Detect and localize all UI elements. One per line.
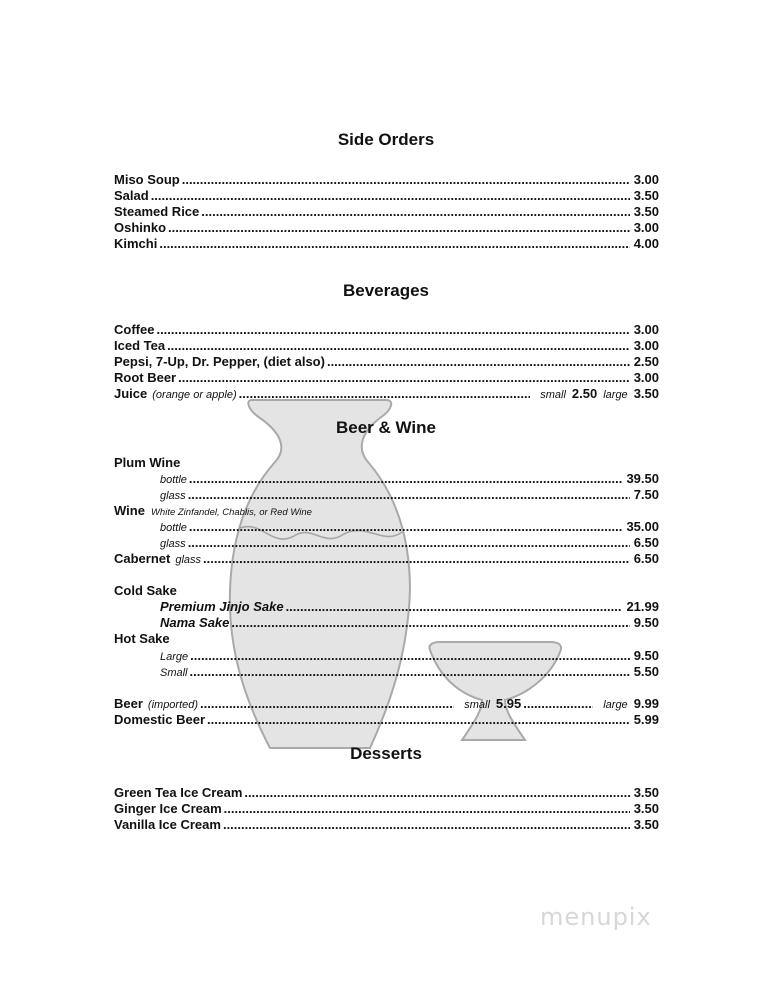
size-label-small: small	[540, 389, 566, 401]
item-price: 3.50	[633, 817, 659, 832]
menu-item-miso-soup	[114, 172, 659, 188]
wine-name: Wine	[114, 503, 145, 518]
item-price-small: 2.50	[571, 386, 598, 401]
item-price: 35.00	[626, 519, 659, 534]
item-price: 9.50	[633, 615, 659, 630]
item-name: Steamed Rice	[114, 204, 200, 219]
item-note: glass	[175, 554, 202, 566]
beverages-heading: Beverages	[342, 281, 429, 300]
item-name: Oshinko	[114, 220, 167, 235]
item-price: 21.99	[626, 599, 659, 614]
item-name: Premium Jinjo Sake	[160, 599, 284, 614]
menu-item-juice	[114, 386, 659, 402]
item-price: 2.50	[633, 354, 659, 369]
menu-item-domestic-beer	[114, 712, 659, 728]
menu-item-sodas	[114, 354, 659, 370]
watermark-logo: menupix	[540, 903, 652, 931]
item-note: (imported)	[147, 699, 199, 711]
menu-item-wine-glass	[160, 535, 659, 551]
size-label-small: small	[464, 699, 490, 711]
item-price: 6.50	[633, 535, 659, 550]
item-price: 9.50	[633, 648, 659, 663]
side-orders-heading: Side Orders	[337, 130, 435, 149]
item-name: bottle	[160, 474, 187, 486]
plum-wine-label: Plum Wine	[114, 455, 181, 470]
item-price-small: 5.95	[495, 696, 522, 711]
item-name: Pepsi, 7-Up, Dr. Pepper, (diet also)	[114, 354, 325, 369]
menu-item-ginger-ice-cream	[114, 801, 659, 817]
menu-item-green-tea-ice-cream	[114, 785, 659, 801]
cold-sake-label: Cold Sake	[114, 583, 177, 598]
beer-wine-heading: Beer & Wine	[336, 418, 436, 437]
item-name: Salad	[114, 188, 149, 203]
menu-item-steamed-rice	[114, 204, 659, 220]
item-note: (orange or apple)	[152, 389, 237, 401]
item-price: 3.00	[633, 322, 659, 337]
item-price-large: 9.99	[633, 696, 659, 711]
item-name: Juice	[114, 386, 148, 401]
item-name: Iced Tea	[114, 338, 166, 353]
item-price: 7.50	[633, 487, 659, 502]
item-name: Green Tea Ice Cream	[114, 785, 243, 800]
item-price: 3.50	[633, 801, 659, 816]
hot-sake-label: Hot Sake	[114, 631, 170, 646]
item-name: bottle	[160, 522, 187, 534]
item-price: 6.50	[633, 551, 659, 566]
size-label-large: large	[603, 699, 628, 711]
menu-item-root-beer	[114, 370, 659, 386]
item-name: Small	[160, 667, 188, 679]
item-name: Vanilla Ice Cream	[114, 817, 221, 832]
item-price: 3.00	[633, 338, 659, 353]
menu-item-kimchi	[114, 236, 659, 252]
item-name: Ginger Ice Cream	[114, 801, 222, 816]
menu-item-premium-jinjo-sake	[160, 599, 659, 615]
item-name: Coffee	[114, 322, 155, 337]
menu-item-iced-tea	[114, 338, 659, 354]
menu-item-nama-sake	[160, 615, 659, 631]
item-name: glass	[160, 490, 186, 502]
menu-item-salad	[114, 188, 659, 204]
item-name: Miso Soup	[114, 172, 180, 187]
item-name: Cabernet	[114, 551, 171, 566]
item-price: 39.50	[626, 471, 659, 486]
item-price-large: 3.50	[633, 386, 659, 401]
item-name: Large	[160, 651, 189, 663]
menu-item-vanilla-ice-cream	[114, 817, 659, 833]
menu-item-plum-wine-glass	[160, 487, 659, 503]
menu-item-oshinko	[114, 220, 659, 236]
item-name: Beer	[114, 696, 143, 711]
menu-item-plum-wine-bottle	[160, 471, 659, 487]
menu-item-cabernet	[114, 551, 659, 567]
item-price: 3.50	[633, 188, 659, 203]
menu-item-hot-sake-small	[160, 664, 659, 680]
menu-item-wine-bottle	[160, 519, 659, 535]
item-price: 3.00	[633, 172, 659, 187]
item-name: Domestic Beer	[114, 712, 206, 727]
item-price: 3.50	[633, 204, 659, 219]
item-price: 5.50	[633, 664, 659, 679]
item-price: 3.00	[633, 370, 659, 385]
item-price: 3.50	[633, 785, 659, 800]
item-name: Root Beer	[114, 370, 177, 385]
menu-item-hot-sake-large	[160, 648, 659, 664]
item-price: 3.00	[633, 220, 659, 235]
item-name: Nama Sake	[160, 615, 230, 630]
item-price: 4.00	[633, 236, 659, 251]
item-name: glass	[160, 538, 186, 550]
desserts-heading: Desserts	[350, 744, 422, 763]
wine-note: White Zinfandel, Chablis, or Red Wine	[150, 507, 312, 518]
item-name: Kimchi	[114, 236, 158, 251]
item-price: 5.99	[633, 712, 659, 727]
size-label-large: large	[603, 389, 628, 401]
menu-item-coffee	[114, 322, 659, 338]
menu-item-imported-beer	[114, 696, 659, 712]
